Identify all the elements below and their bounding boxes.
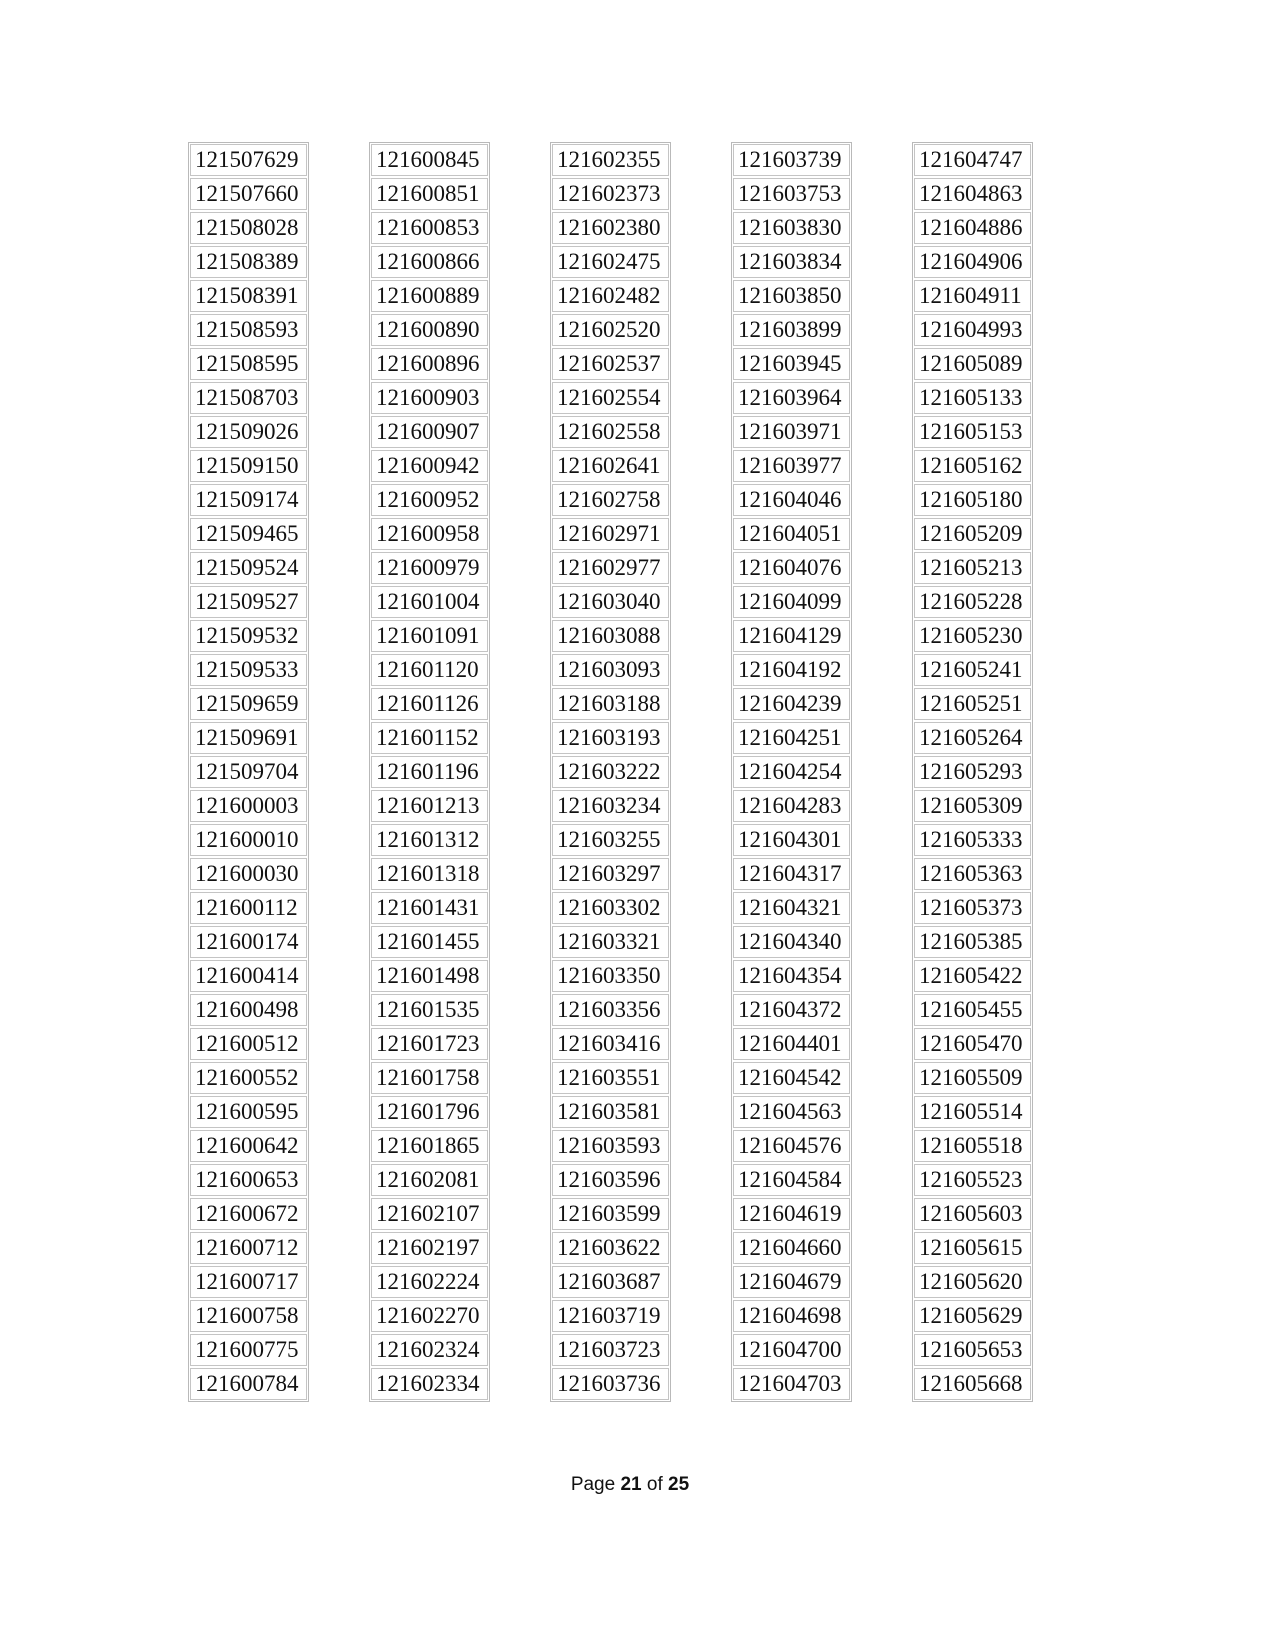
number-cell: 121603321 xyxy=(552,926,669,958)
number-cell: 121509174 xyxy=(190,484,307,516)
number-cell: 121602554 xyxy=(552,382,669,414)
number-cell: 121604354 xyxy=(733,960,850,992)
number-cell: 121602334 xyxy=(371,1368,488,1400)
number-cell: 121605333 xyxy=(914,824,1031,856)
number-cell: 121601865 xyxy=(371,1130,488,1162)
number-cell: 121509659 xyxy=(190,688,307,720)
number-cell: 121605603 xyxy=(914,1198,1031,1230)
number-cell: 121603302 xyxy=(552,892,669,924)
number-cell: 121605264 xyxy=(914,722,1031,754)
number-cell: 121600414 xyxy=(190,960,307,992)
number-cell: 121604679 xyxy=(733,1266,850,1298)
number-cell: 121605653 xyxy=(914,1334,1031,1366)
number-cell: 121508028 xyxy=(190,212,307,244)
number-cell: 121602520 xyxy=(552,314,669,346)
current-page-number: 21 xyxy=(620,1474,642,1495)
number-cell: 121603596 xyxy=(552,1164,669,1196)
number-cell: 121602107 xyxy=(371,1198,488,1230)
number-cell: 121600890 xyxy=(371,314,488,346)
number-cell: 121605385 xyxy=(914,926,1031,958)
number-cell: 121600712 xyxy=(190,1232,307,1264)
number-cell: 121600853 xyxy=(371,212,488,244)
number-cell: 121605133 xyxy=(914,382,1031,414)
number-cell: 121602641 xyxy=(552,450,669,482)
number-cell: 121508703 xyxy=(190,382,307,414)
number-cell: 121508593 xyxy=(190,314,307,346)
number-cell: 121605470 xyxy=(914,1028,1031,1060)
number-cell: 121603581 xyxy=(552,1096,669,1128)
number-cell: 121600958 xyxy=(371,518,488,550)
number-cell: 121600784 xyxy=(190,1368,307,1400)
number-cell: 121603255 xyxy=(552,824,669,856)
number-cell: 121603350 xyxy=(552,960,669,992)
number-cell: 121600717 xyxy=(190,1266,307,1298)
number-cell: 121600907 xyxy=(371,416,488,448)
number-cell: 121602081 xyxy=(371,1164,488,1196)
number-cell: 121601796 xyxy=(371,1096,488,1128)
number-cell: 121605180 xyxy=(914,484,1031,516)
number-cell: 121507629 xyxy=(190,144,307,176)
number-column-3 xyxy=(550,142,671,1402)
number-cell: 121605509 xyxy=(914,1062,1031,1094)
number-cell: 121600942 xyxy=(371,450,488,482)
number-cell: 121605620 xyxy=(914,1266,1031,1298)
number-cell: 121604046 xyxy=(733,484,850,516)
number-cell: 121602380 xyxy=(552,212,669,244)
number-cell: 121604703 xyxy=(733,1368,850,1400)
number-cell: 121605213 xyxy=(914,552,1031,584)
number-cell: 121509524 xyxy=(190,552,307,584)
number-cell: 121508389 xyxy=(190,246,307,278)
number-cell: 121601213 xyxy=(371,790,488,822)
number-cell: 121600498 xyxy=(190,994,307,1026)
number-cell: 121603834 xyxy=(733,246,850,278)
number-cell: 121603593 xyxy=(552,1130,669,1162)
number-cell: 121604239 xyxy=(733,688,850,720)
number-cell: 121601126 xyxy=(371,688,488,720)
number-cell: 121601758 xyxy=(371,1062,488,1094)
number-cell: 121604660 xyxy=(733,1232,850,1264)
number-column-5 xyxy=(912,142,1033,1402)
number-cell: 121604283 xyxy=(733,790,850,822)
number-column-1 xyxy=(188,142,309,1402)
number-cell: 121605514 xyxy=(914,1096,1031,1128)
number-cell: 121508391 xyxy=(190,280,307,312)
number-cell: 121602758 xyxy=(552,484,669,516)
number-cell: 121603551 xyxy=(552,1062,669,1094)
number-cell: 121605422 xyxy=(914,960,1031,992)
number-cell: 121603736 xyxy=(552,1368,669,1400)
number-cell: 121604698 xyxy=(733,1300,850,1332)
number-cell: 121601091 xyxy=(371,620,488,652)
page-label: Page xyxy=(570,1474,616,1495)
number-cell: 121603356 xyxy=(552,994,669,1026)
number-cell: 121604747 xyxy=(914,144,1031,176)
number-cell: 121603193 xyxy=(552,722,669,754)
number-cell: 121603234 xyxy=(552,790,669,822)
page-footer xyxy=(0,1474,1260,1496)
number-cell: 121604254 xyxy=(733,756,850,788)
number-cell: 121603945 xyxy=(733,348,850,380)
number-cell: 121603899 xyxy=(733,314,850,346)
number-cell: 121605251 xyxy=(914,688,1031,720)
number-cell: 121509532 xyxy=(190,620,307,652)
number-cell: 121602475 xyxy=(552,246,669,278)
number-cell: 121601004 xyxy=(371,586,488,618)
number-cell: 121603622 xyxy=(552,1232,669,1264)
number-column-4 xyxy=(731,142,852,1402)
number-cell: 121603830 xyxy=(733,212,850,244)
number-cell: 121601431 xyxy=(371,892,488,924)
number-cell: 121600595 xyxy=(190,1096,307,1128)
number-cell: 121600174 xyxy=(190,926,307,958)
number-cell: 121602971 xyxy=(552,518,669,550)
number-cell: 121604099 xyxy=(733,586,850,618)
number-cell: 121600512 xyxy=(190,1028,307,1060)
number-cell: 121601312 xyxy=(371,824,488,856)
number-cell: 121602482 xyxy=(552,280,669,312)
number-cell: 121601455 xyxy=(371,926,488,958)
number-cell: 121508595 xyxy=(190,348,307,380)
number-cell: 121600758 xyxy=(190,1300,307,1332)
number-cell: 121602324 xyxy=(371,1334,488,1366)
number-cell: 121602224 xyxy=(371,1266,488,1298)
number-cell: 121600845 xyxy=(371,144,488,176)
number-cell: 121605615 xyxy=(914,1232,1031,1264)
number-cell: 121600112 xyxy=(190,892,307,924)
number-cell: 121601535 xyxy=(371,994,488,1026)
number-cell: 121509527 xyxy=(190,586,307,618)
number-cell: 121603739 xyxy=(733,144,850,176)
number-cell: 121605373 xyxy=(914,892,1031,924)
number-cell: 121604911 xyxy=(914,280,1031,312)
number-cell: 121603971 xyxy=(733,416,850,448)
number-cell: 121605089 xyxy=(914,348,1031,380)
number-cell: 121604051 xyxy=(733,518,850,550)
number-cell: 121600979 xyxy=(371,552,488,584)
number-cell: 121602355 xyxy=(552,144,669,176)
number-cell: 121604619 xyxy=(733,1198,850,1230)
number-cell: 121604576 xyxy=(733,1130,850,1162)
number-cell: 121600030 xyxy=(190,858,307,890)
number-cell: 121604251 xyxy=(733,722,850,754)
number-cell: 121601498 xyxy=(371,960,488,992)
number-cell: 121603222 xyxy=(552,756,669,788)
number-cell: 121605363 xyxy=(914,858,1031,890)
number-cell: 121601120 xyxy=(371,654,488,686)
number-cell: 121600775 xyxy=(190,1334,307,1366)
number-cell: 121600672 xyxy=(190,1198,307,1230)
number-cell: 121603188 xyxy=(552,688,669,720)
number-cell: 121600903 xyxy=(371,382,488,414)
number-cell: 121600952 xyxy=(371,484,488,516)
number-cell: 121604993 xyxy=(914,314,1031,346)
number-cell: 121509465 xyxy=(190,518,307,550)
number-cell: 121601152 xyxy=(371,722,488,754)
number-cell: 121604863 xyxy=(914,178,1031,210)
number-cell: 121603093 xyxy=(552,654,669,686)
number-cell: 121600552 xyxy=(190,1062,307,1094)
number-cell: 121605309 xyxy=(914,790,1031,822)
number-cell: 121604129 xyxy=(733,620,850,652)
number-cell: 121605209 xyxy=(914,518,1031,550)
number-cell: 121603599 xyxy=(552,1198,669,1230)
number-cell: 121509150 xyxy=(190,450,307,482)
number-cell: 121605241 xyxy=(914,654,1031,686)
number-cell: 121603723 xyxy=(552,1334,669,1366)
number-cell: 121509026 xyxy=(190,416,307,448)
number-cell: 121604321 xyxy=(733,892,850,924)
number-cell: 121605153 xyxy=(914,416,1031,448)
number-cell: 121605455 xyxy=(914,994,1031,1026)
number-cell: 121600889 xyxy=(371,280,488,312)
number-cell: 121604700 xyxy=(733,1334,850,1366)
number-cell: 121602197 xyxy=(371,1232,488,1264)
number-cell: 121604542 xyxy=(733,1062,850,1094)
number-cell: 121604317 xyxy=(733,858,850,890)
number-cell: 121604906 xyxy=(914,246,1031,278)
number-cell: 121604301 xyxy=(733,824,850,856)
number-cell: 121604563 xyxy=(733,1096,850,1128)
total-pages-number: 25 xyxy=(668,1474,690,1495)
number-cell: 121605162 xyxy=(914,450,1031,482)
number-cell: 121604076 xyxy=(733,552,850,584)
number-cell: 121600010 xyxy=(190,824,307,856)
number-cell: 121605518 xyxy=(914,1130,1031,1162)
number-cell: 121602558 xyxy=(552,416,669,448)
number-cell: 121507660 xyxy=(190,178,307,210)
number-cell: 121603977 xyxy=(733,450,850,482)
number-cell: 121603416 xyxy=(552,1028,669,1060)
number-cell: 121605293 xyxy=(914,756,1031,788)
number-cell: 121603088 xyxy=(552,620,669,652)
number-cell: 121600642 xyxy=(190,1130,307,1162)
number-cell: 121509691 xyxy=(190,722,307,754)
number-cell: 121605230 xyxy=(914,620,1031,652)
number-cell: 121604886 xyxy=(914,212,1031,244)
number-cell: 121600851 xyxy=(371,178,488,210)
number-cell: 121600896 xyxy=(371,348,488,380)
number-cell: 121509533 xyxy=(190,654,307,686)
number-cell: 121603964 xyxy=(733,382,850,414)
number-cell: 121604401 xyxy=(733,1028,850,1060)
number-cell: 121600653 xyxy=(190,1164,307,1196)
number-cell: 121604584 xyxy=(733,1164,850,1196)
number-cell: 121605668 xyxy=(914,1368,1031,1400)
number-cell: 121604340 xyxy=(733,926,850,958)
number-cell: 121603297 xyxy=(552,858,669,890)
number-cell: 121605629 xyxy=(914,1300,1031,1332)
number-cell: 121601318 xyxy=(371,858,488,890)
number-cell: 121604372 xyxy=(733,994,850,1026)
number-cell: 121601196 xyxy=(371,756,488,788)
number-column-2 xyxy=(369,142,490,1402)
number-cell: 121603040 xyxy=(552,586,669,618)
number-cell: 121603753 xyxy=(733,178,850,210)
number-cell: 121602537 xyxy=(552,348,669,380)
number-cell: 121602270 xyxy=(371,1300,488,1332)
number-cell: 121602977 xyxy=(552,552,669,584)
number-cell: 121602373 xyxy=(552,178,669,210)
page-of-label: of xyxy=(646,1474,663,1495)
number-cell: 121605228 xyxy=(914,586,1031,618)
number-cell: 121601723 xyxy=(371,1028,488,1060)
number-cell: 121603850 xyxy=(733,280,850,312)
number-cell: 121605523 xyxy=(914,1164,1031,1196)
number-cell: 121509704 xyxy=(190,756,307,788)
number-cell: 121600003 xyxy=(190,790,307,822)
number-cell: 121603719 xyxy=(552,1300,669,1332)
number-cell: 121600866 xyxy=(371,246,488,278)
number-cell: 121604192 xyxy=(733,654,850,686)
number-cell: 121603687 xyxy=(552,1266,669,1298)
